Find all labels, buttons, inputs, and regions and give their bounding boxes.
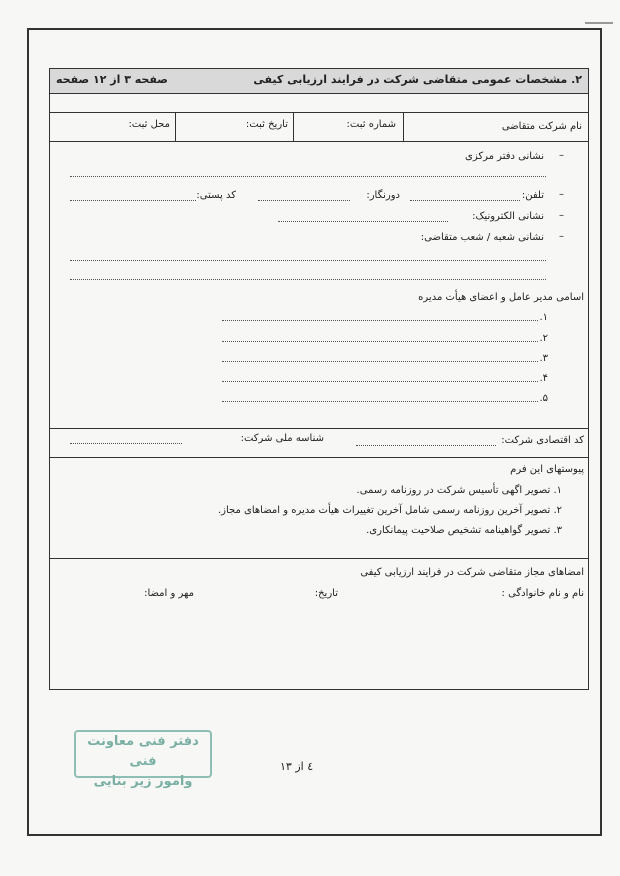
director-field-5[interactable] xyxy=(222,401,538,402)
seal-signature-label[interactable]: مهر و امضا: xyxy=(144,588,194,599)
attachment-item: ۳. تصویر گواهینامه تشخیص صلاحیت پیمانکاری. xyxy=(366,525,562,536)
director-field-4[interactable] xyxy=(222,381,538,382)
director-number: ۱. xyxy=(539,312,548,323)
row-divider xyxy=(50,558,588,559)
bullet-dash: – xyxy=(559,231,564,242)
branches-field-1[interactable] xyxy=(70,260,546,261)
director-number: ۲. xyxy=(539,333,548,344)
bullet-dash: – xyxy=(559,210,564,221)
attachments-title: پیوستهای این فرم xyxy=(510,464,584,475)
head-office-field[interactable] xyxy=(70,176,546,177)
reg-number-label: شماره ثبت: xyxy=(346,119,396,130)
phone-field[interactable] xyxy=(410,200,520,201)
signatures-title: امضاهای مجاز متقاضی شرکت در فرایند ارزیابی کیفی xyxy=(360,567,584,578)
cell-divider xyxy=(175,112,176,141)
section-title: ۲. مشخصات عمومی متقاضی شرکت در فرایند ارزیابی کیفی xyxy=(253,73,582,86)
office-stamp xyxy=(74,730,212,789)
branches-field-2[interactable] xyxy=(70,279,546,280)
email-field[interactable] xyxy=(278,221,448,222)
stamp-line-2: وامور زیر بنایی xyxy=(93,774,193,789)
company-name-label: نام شرکت متقاضی xyxy=(501,121,582,132)
fax-field[interactable] xyxy=(258,200,350,201)
director-number: ۳. xyxy=(539,353,548,364)
row-divider xyxy=(50,112,588,113)
date-label[interactable]: تاریخ: xyxy=(314,588,338,599)
director-field-3[interactable] xyxy=(222,361,538,362)
attachment-item: ۲. تصویر آخرین روزنامه رسمی شامل آخرین تغییرات هیأت مدیره و امضاهای مجاز. xyxy=(217,505,562,516)
postal-code-field[interactable] xyxy=(70,200,196,201)
bullet-dash: – xyxy=(559,150,564,161)
page-label: صفحه ۳ از ۱۲ صفحه xyxy=(56,73,168,86)
cell-divider xyxy=(293,112,294,141)
page-number: ٤ از ١٣ xyxy=(280,760,314,773)
reg-date-label: تاریخ ثبت: xyxy=(245,119,288,130)
national-id-label: شناسه ملی شرکت: xyxy=(240,433,324,444)
director-field-1[interactable] xyxy=(222,320,538,321)
postal-code-label: کد پستی: xyxy=(196,190,236,201)
branches-label: نشانی شعبه / شعب متقاضی: xyxy=(420,232,544,243)
head-office-label: نشانی دفتر مرکزی xyxy=(465,151,544,162)
director-number: ۴. xyxy=(539,373,548,384)
economic-code-field[interactable] xyxy=(356,445,496,446)
cell-divider xyxy=(403,112,404,141)
economic-code-label: کد اقتصادی شرکت: xyxy=(501,435,584,446)
row-divider xyxy=(50,141,588,142)
section-header xyxy=(50,69,588,94)
full-name-label[interactable]: نام و نام خانوادگی : xyxy=(501,588,584,599)
row-divider xyxy=(50,457,588,458)
reg-place-label: محل ثبت: xyxy=(128,119,170,130)
director-field-2[interactable] xyxy=(222,341,538,342)
phone-label: تلفن: xyxy=(521,190,544,201)
stamp-line-1: دفتر فنی معاونت فنی xyxy=(87,734,199,769)
attachment-item: ۱. تصویر اگهی تأسیس شرکت در روزنامه رسمی. xyxy=(356,485,562,496)
director-number: ۵. xyxy=(539,393,548,404)
directors-title: اسامی مدیر عامل و اعضای هیأت مدیره xyxy=(418,292,584,303)
ink-mark xyxy=(585,22,613,24)
fax-label: دورنگار: xyxy=(366,190,400,201)
national-id-field[interactable] xyxy=(70,443,182,444)
email-label: نشانی الکترونیک: xyxy=(472,211,544,222)
form-table xyxy=(49,68,589,690)
bullet-dash: – xyxy=(559,189,564,200)
row-divider xyxy=(50,428,588,429)
